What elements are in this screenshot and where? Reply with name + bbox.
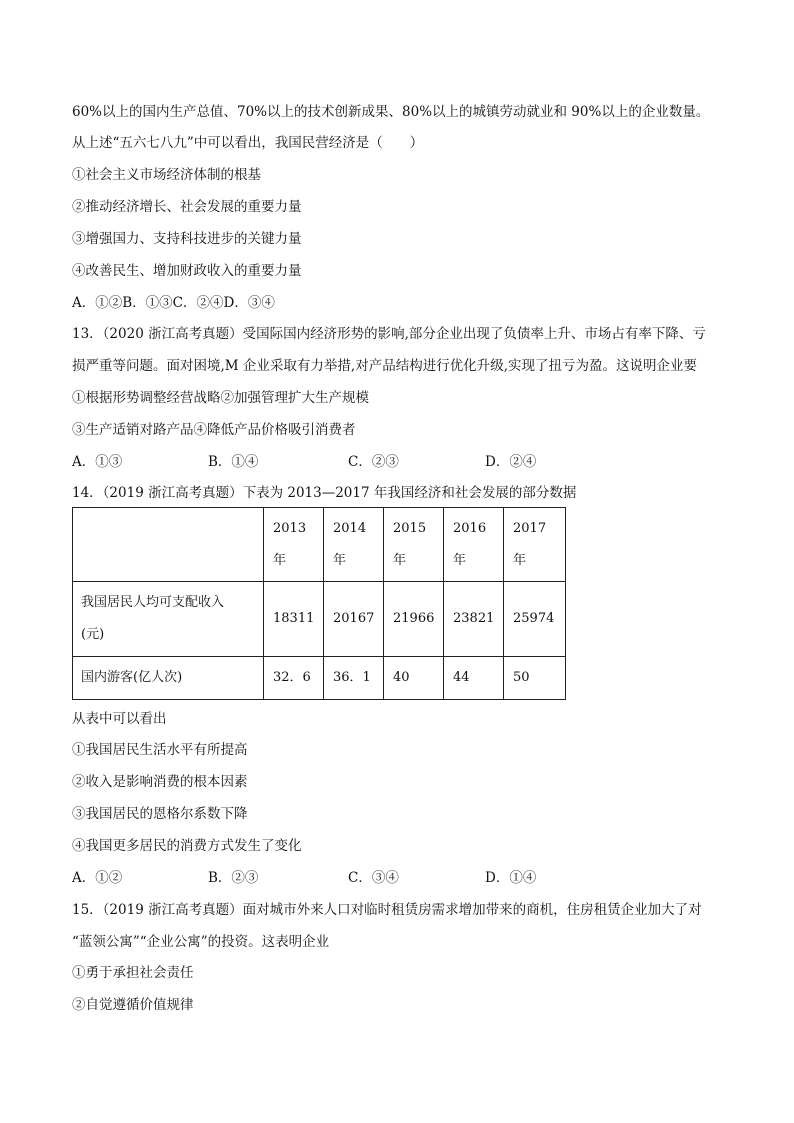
- table-row-tourists: [73, 657, 566, 700]
- intro-line-1: 60%以上的国内生产总值、70%以上的技术创新成果、80%以上的城镇劳动就业和 90%以上的企业数量。: [72, 104, 710, 120]
- table-year-cell: 2015 年: [384, 508, 444, 582]
- q14-item-2: ②收入是影响消费的根本因素: [72, 774, 248, 790]
- table-row-income: [73, 582, 566, 657]
- q14-item-4: ④我国更多居民的消费方式发生了变化: [72, 838, 302, 854]
- q15-item-1: ①勇于承担社会责任: [72, 965, 194, 981]
- table-corner-cell: [73, 508, 264, 582]
- table-cell: 18311: [264, 582, 324, 657]
- q15-stem-line-1: 15．（2019 浙江高考真题）面对城市外来人口对临时租赁房需求增加带来的商机，住房租赁企业加大了对: [72, 902, 702, 918]
- table-row-label: 我国居民人均可支配收入 (元): [73, 582, 264, 657]
- q15-item-2: ②自觉遵循价值规律: [72, 997, 194, 1013]
- table-cell: 23821: [444, 582, 504, 657]
- q13-option-b: B．①④: [208, 454, 259, 470]
- q14-stem: 14．（2019 浙江高考真题）下表为 2013—2017 年我国经济和社会发展的部分数据: [72, 485, 577, 501]
- q14-option-c: C．③④: [348, 870, 399, 886]
- q12-item-1: ①社会主义市场经济体制的根基: [72, 167, 261, 183]
- table-year-cell: 2016 年: [444, 508, 504, 582]
- q13-stem-line-1: 13．（2020 浙江高考真题）受国际国内经济形势的影响,部分企业出现了负债率上升、市场占有率下降、亏: [72, 326, 706, 342]
- q13-stem-line-2: 损严重等问题。面对困境,M 企业采取有力举措,对产品结构进行优化升级,实现了扭亏为盈。这说明企业要: [72, 358, 697, 374]
- q14-option-d: D．①④: [485, 870, 537, 886]
- q15-stem-line-2: “蓝领公寓”“企业公寓”的投资。这表明企业: [72, 934, 330, 950]
- table-header-row: [73, 508, 566, 582]
- q12-options: A．①②B．①③C．②④D．③④: [72, 295, 275, 311]
- table-cell: 36．1: [324, 657, 384, 700]
- q14-data-table: [72, 507, 566, 700]
- table-cell: 50: [504, 657, 566, 700]
- table-year-cell: 2014 年: [324, 508, 384, 582]
- q14-item-3: ③我国居民的恩格尔系数下降: [72, 806, 248, 822]
- intro-line-2: 从上述“五六七八九”中可以看出，我国民营经济是（ ）: [72, 135, 424, 151]
- table-cell: 25974: [504, 582, 566, 657]
- q12-item-3: ③增强国力、支持科技进步的关键力量: [72, 231, 302, 247]
- q13-option-a: A．①③: [72, 454, 123, 470]
- q12-item-2: ②推动经济增长、社会发展的重要力量: [72, 199, 302, 215]
- q14-item-1: ①我国居民生活水平有所提高: [72, 742, 248, 758]
- q14-after-table: 从表中可以看出: [72, 711, 167, 727]
- table-row-label: 国内游客(亿人次): [73, 657, 264, 700]
- table-year-cell: 2017 年: [504, 508, 566, 582]
- table-cell: 40: [384, 657, 444, 700]
- q14-option-b: B．②③: [208, 870, 259, 886]
- q12-item-4: ④改善民生、增加财政收入的重要力量: [72, 263, 302, 279]
- q13-item-1: ①根据形势调整经营战略②加强管理扩大生产规模: [72, 390, 369, 406]
- q13-option-c: C．②③: [348, 454, 399, 470]
- table-cell: 32．6: [264, 657, 324, 700]
- q14-option-a: A．①②: [72, 870, 123, 886]
- q13-option-d: D．②④: [485, 454, 537, 470]
- table-year-cell: 2013 年: [264, 508, 324, 582]
- table-cell: 21966: [384, 582, 444, 657]
- table-cell: 20167: [324, 582, 384, 657]
- q13-item-2: ③生产适销对路产品④降低产品价格吸引消费者: [72, 422, 356, 438]
- table-cell: 44: [444, 657, 504, 700]
